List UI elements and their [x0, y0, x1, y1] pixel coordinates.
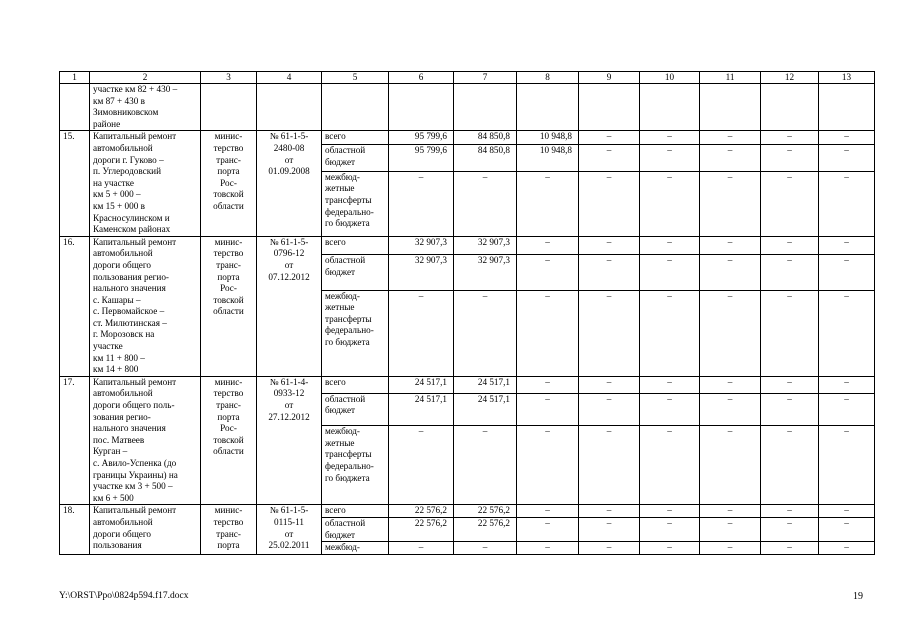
amount-cell: –: [819, 517, 875, 541]
amount-cell: –: [389, 426, 454, 505]
funding-source-line: бюджет: [325, 156, 356, 167]
funding-source-cell: [322, 171, 389, 236]
cell: [579, 84, 640, 131]
amount-cell: –: [819, 505, 875, 518]
amount-cell: –: [517, 393, 579, 425]
amount-cell: –: [640, 426, 700, 505]
organization-line: порта: [217, 166, 240, 177]
amount-cell: –: [640, 236, 700, 254]
funding-source-line: го бюджета: [325, 218, 370, 229]
amount-cell: –: [761, 517, 819, 541]
amount-cell: –: [517, 542, 579, 555]
object-name-line: км 87 + 430 в: [93, 95, 145, 106]
document-cell: [257, 236, 322, 376]
amount-cell: –: [819, 171, 875, 236]
object-name-line: Курган –: [93, 446, 128, 457]
amount-cell: –: [579, 236, 640, 254]
entry-number: 17.: [60, 376, 90, 505]
amount-cell: –: [700, 542, 761, 555]
amount-cell: –: [819, 131, 875, 145]
funding-source-line: трансферты: [325, 313, 372, 324]
organization-line: порта: [217, 271, 240, 282]
funding-source-line: трансферты: [325, 195, 372, 206]
cell: [60, 84, 90, 131]
funding-source-cell: [322, 145, 389, 172]
funding-source-line: межбюд-: [325, 426, 360, 437]
amount-cell: –: [700, 517, 761, 541]
document-line: № 61-1-5-: [269, 236, 309, 247]
amount-cell: 24 517,1: [389, 393, 454, 425]
document-cell: [257, 131, 322, 236]
object-name-line: Зимовниковском: [93, 107, 159, 118]
cell: [819, 84, 875, 131]
amount-cell: –: [517, 517, 579, 541]
object-name-line: дороги общего поль-: [93, 400, 175, 411]
column-number: 1: [60, 72, 90, 84]
object-name-line: дороги общего: [93, 259, 151, 270]
amount-cell: –: [579, 376, 640, 393]
amount-cell: –: [517, 171, 579, 236]
cell: [454, 84, 517, 131]
continuation-row: [60, 84, 875, 131]
organization-line: области: [213, 306, 244, 317]
amount-cell: –: [819, 393, 875, 425]
amount-cell: –: [454, 171, 517, 236]
column-number: 9: [579, 72, 640, 84]
amount-cell: 84 850,8: [454, 145, 517, 172]
column-number: 7: [454, 72, 517, 84]
amount-cell: 84 850,8: [454, 131, 517, 145]
organization-line: минис-: [214, 505, 243, 516]
organization-line: Рос-: [220, 283, 237, 294]
organization-line: Рос-: [220, 423, 237, 434]
document-line: от: [284, 154, 294, 165]
amount-cell: –: [700, 393, 761, 425]
amount-cell: –: [579, 505, 640, 518]
object-name-line: Капитальный ремонт: [93, 131, 177, 142]
object-name-line: зования регио-: [93, 411, 151, 422]
funding-source-line: федерально-: [325, 460, 374, 471]
amount-cell: –: [761, 145, 819, 172]
amount-cell: –: [700, 145, 761, 172]
funding-source-line: всего: [325, 131, 346, 142]
amount-cell: 95 799,6: [389, 145, 454, 172]
object-name-line: Красносулинском и: [93, 212, 170, 223]
object-name-cell: [90, 131, 201, 236]
amount-cell: 22 576,2: [389, 517, 454, 541]
object-name-line: участке км 3 + 500 –: [93, 481, 173, 492]
organization-line: транс-: [216, 400, 241, 411]
amount-cell: –: [819, 255, 875, 290]
organization-cell: [201, 131, 257, 236]
entry-number: 15.: [60, 131, 90, 236]
object-name-line: нального значения: [93, 423, 166, 434]
cell: [322, 84, 389, 131]
funding-source-line: го бюджета: [325, 336, 370, 347]
document-line: № 61-1-5-: [269, 505, 309, 516]
funding-source-cell: [322, 542, 389, 555]
object-name-line: дороги общего: [93, 528, 151, 539]
organization-line: области: [213, 446, 244, 457]
amount-cell: 10 948,8: [517, 131, 579, 145]
funding-source-cell: [322, 376, 389, 393]
cell: [389, 84, 454, 131]
amount-cell: 32 907,3: [389, 236, 454, 254]
amount-cell: –: [454, 290, 517, 376]
amount-cell: –: [819, 145, 875, 172]
amount-cell: –: [700, 426, 761, 505]
object-name-line: км 11 + 800 –: [93, 352, 145, 363]
funding-source-line: областной: [325, 145, 366, 156]
object-name-line: км 6 + 500: [93, 492, 134, 503]
amount-cell: 32 907,3: [389, 255, 454, 290]
funding-source-line: бюджет: [325, 529, 356, 540]
organization-cell: [201, 236, 257, 376]
organization-line: товской: [213, 434, 244, 445]
funding-source-line: всего: [325, 376, 346, 387]
document-line: 0115-11: [274, 516, 304, 527]
amount-cell: –: [389, 542, 454, 555]
amount-cell: –: [579, 517, 640, 541]
funding-source-line: областной: [325, 393, 366, 404]
amount-cell: –: [517, 236, 579, 254]
object-name-line: км 14 + 800: [93, 364, 139, 375]
amount-cell: –: [579, 290, 640, 376]
object-name-line: автомобильной: [93, 516, 153, 527]
object-name-line: пользования: [93, 540, 142, 551]
amount-cell: 22 576,2: [454, 505, 517, 518]
object-name-line: Капитальный ремонт: [93, 376, 177, 387]
funding-source-cell: [322, 290, 389, 376]
funding-source-cell: [322, 517, 389, 541]
object-name-line: пользования регио-: [93, 271, 169, 282]
amount-cell: –: [640, 131, 700, 145]
amount-cell: –: [640, 542, 700, 555]
amount-cell: –: [700, 255, 761, 290]
object-name-line: с. Авило-Успенка (до: [93, 458, 177, 468]
amount-cell: –: [819, 376, 875, 393]
table-row: [60, 505, 875, 518]
column-number-row: [60, 72, 875, 84]
object-name-line: пос. Матвеев: [93, 434, 145, 445]
funding-source-line: го бюджета: [325, 472, 370, 483]
amount-cell: –: [579, 145, 640, 172]
amount-cell: –: [517, 255, 579, 290]
object-name-line: Каменском районах: [93, 224, 171, 235]
object-name-line: дороги г. Гуково –: [93, 154, 164, 165]
table-row: [60, 236, 875, 254]
cell: [761, 84, 819, 131]
object-name-line: г. Морозовск на: [93, 329, 155, 340]
amount-cell: –: [517, 376, 579, 393]
column-number: 4: [257, 72, 322, 84]
funding-source-line: трансферты: [325, 449, 372, 460]
document-line: № 61-1-5-: [269, 131, 309, 142]
amount-cell: 32 907,3: [454, 255, 517, 290]
amount-cell: –: [640, 145, 700, 172]
amount-cell: –: [389, 171, 454, 236]
document-line: от: [284, 259, 294, 270]
page-number: 19: [853, 591, 863, 602]
organization-line: транс-: [216, 154, 241, 165]
funding-source-line: жетные: [325, 437, 355, 448]
document-line: 25.02.2011: [268, 540, 310, 551]
amount-cell: –: [761, 542, 819, 555]
column-number: 8: [517, 72, 579, 84]
object-name-cell: [90, 505, 201, 554]
amount-cell: –: [761, 255, 819, 290]
amount-cell: –: [640, 171, 700, 236]
amount-cell: 10 948,8: [517, 145, 579, 172]
object-name-line: Капитальный ремонт: [93, 505, 177, 516]
amount-cell: –: [761, 505, 819, 518]
funding-source-line: всего: [325, 236, 346, 247]
organization-line: терство: [213, 388, 244, 399]
funding-source-line: федерально-: [325, 325, 374, 336]
cell: [700, 84, 761, 131]
funding-source-line: жетные: [325, 183, 355, 194]
amount-cell: –: [761, 236, 819, 254]
document-line: 01.09.2008: [268, 166, 310, 177]
organization-line: транс-: [216, 259, 241, 270]
object-name-cell: [90, 236, 201, 376]
organization-line: терство: [213, 248, 244, 259]
amount-cell: –: [389, 290, 454, 376]
document-line: № 61-1-4-: [269, 376, 309, 387]
amount-cell: –: [761, 426, 819, 505]
cell: [517, 84, 579, 131]
amount-cell: –: [761, 376, 819, 393]
amount-cell: –: [454, 542, 517, 555]
object-name-line: нального значения: [93, 283, 166, 294]
table-row: [60, 376, 875, 393]
funding-source-cell: [322, 236, 389, 254]
amount-cell: –: [640, 290, 700, 376]
amount-cell: –: [579, 393, 640, 425]
funding-source-line: межбюд-: [325, 171, 360, 182]
column-number: 3: [201, 72, 257, 84]
funding-source-cell: [322, 131, 389, 145]
object-name-line: автомобильной: [93, 248, 153, 259]
amount-cell: 24 517,1: [454, 376, 517, 393]
amount-cell: 95 799,6: [389, 131, 454, 145]
object-name-line: п. Углеродовский: [93, 166, 162, 177]
document-line: от: [284, 400, 294, 411]
amount-cell: –: [819, 426, 875, 505]
funding-source-line: межбюд-: [325, 290, 360, 301]
amount-cell: –: [700, 236, 761, 254]
amount-cell: –: [517, 505, 579, 518]
object-name-line: с. Первомайское –: [93, 306, 165, 317]
amount-cell: –: [640, 517, 700, 541]
amount-cell: 22 576,2: [454, 517, 517, 541]
column-number: 13: [819, 72, 875, 84]
amount-cell: –: [761, 290, 819, 376]
funding-source-cell: [322, 255, 389, 290]
amount-cell: –: [819, 290, 875, 376]
amount-cell: –: [640, 505, 700, 518]
funding-source-line: бюджет: [325, 266, 356, 277]
funding-source-line: жетные: [325, 302, 355, 313]
document-line: 0933-12: [273, 388, 305, 399]
object-name-line: автомобильной: [93, 388, 153, 399]
document-line: 2480-08: [273, 142, 305, 153]
amount-cell: 32 907,3: [454, 236, 517, 254]
funding-source-line: федерально-: [325, 206, 374, 217]
organization-cell: [201, 505, 257, 554]
amount-cell: –: [454, 426, 517, 505]
object-name-line: с. Кашары –: [93, 294, 141, 305]
amount-cell: –: [819, 542, 875, 555]
document-cell: [257, 376, 322, 505]
organization-line: терство: [213, 142, 244, 153]
amount-cell: –: [700, 131, 761, 145]
organization-cell: [201, 376, 257, 505]
amount-cell: –: [579, 542, 640, 555]
organization-line: товской: [213, 189, 244, 200]
amount-cell: –: [761, 131, 819, 145]
amount-cell: –: [579, 171, 640, 236]
object-name-line: границы Украины) на: [93, 469, 178, 480]
column-number: 11: [700, 72, 761, 84]
column-number: 12: [761, 72, 819, 84]
amount-cell: –: [517, 426, 579, 505]
amount-cell: 22 576,2: [389, 505, 454, 518]
amount-cell: –: [700, 171, 761, 236]
document-cell: [257, 505, 322, 554]
funding-source-line: межбюд-: [325, 542, 360, 553]
object-name-line: участке км 82 + 430 –: [93, 84, 178, 94]
organization-line: терство: [213, 516, 244, 527]
funding-source-line: бюджет: [325, 405, 356, 416]
organization-line: порта: [217, 411, 240, 422]
amount-cell: 24 517,1: [454, 393, 517, 425]
organization-line: Рос-: [220, 177, 237, 188]
amount-cell: –: [640, 255, 700, 290]
object-name-line: км 5 + 000 –: [93, 189, 141, 200]
funding-source-cell: [322, 393, 389, 425]
cell: [257, 84, 322, 131]
object-name-line: Капитальный ремонт: [93, 236, 177, 247]
funding-source-cell: [322, 505, 389, 518]
organization-line: минис-: [214, 376, 243, 387]
amount-cell: –: [700, 290, 761, 376]
funding-source-line: всего: [325, 505, 346, 516]
object-name-cell: [90, 376, 201, 505]
organization-line: области: [213, 200, 244, 211]
amount-cell: –: [640, 376, 700, 393]
entry-number: 16.: [60, 236, 90, 376]
column-number: 6: [389, 72, 454, 84]
cell: [201, 84, 257, 131]
amount-cell: –: [517, 290, 579, 376]
object-name-line: на участке: [93, 177, 134, 188]
column-number: 2: [90, 72, 201, 84]
amount-cell: –: [579, 426, 640, 505]
object-name-line: ст. Милютинская –: [93, 317, 167, 328]
document-line: 27.12.2012: [268, 411, 310, 422]
organization-line: порта: [217, 540, 240, 551]
column-number: 10: [640, 72, 700, 84]
amount-cell: –: [700, 376, 761, 393]
file-path: Y:\ORST\Ppo\0824p594.f17.docx: [59, 591, 189, 601]
table-row: [60, 131, 875, 145]
funding-source-line: областной: [325, 517, 366, 528]
funding-source-line: областной: [325, 255, 366, 266]
object-name-line: км 15 + 000 в: [93, 200, 145, 211]
document-line: от: [284, 528, 294, 539]
object-name-line: районе: [93, 118, 121, 129]
object-name-line: автомобильной: [93, 142, 153, 153]
amount-cell: –: [819, 236, 875, 254]
budget-table: [59, 71, 875, 555]
organization-line: минис-: [214, 236, 243, 247]
amount-cell: –: [761, 171, 819, 236]
funding-source-cell: [322, 426, 389, 505]
organization-line: товской: [213, 294, 244, 305]
object-name-line: участке: [93, 341, 123, 352]
amount-cell: –: [700, 505, 761, 518]
object-name-cell: [90, 84, 201, 131]
amount-cell: –: [579, 131, 640, 145]
organization-line: минис-: [214, 131, 243, 142]
column-number: 5: [322, 72, 389, 84]
cell: [640, 84, 700, 131]
document-line: 0796-12: [273, 248, 305, 259]
amount-cell: 24 517,1: [389, 376, 454, 393]
document-line: 07.12.2012: [268, 271, 310, 282]
entry-number: 18.: [60, 505, 90, 554]
amount-cell: –: [579, 255, 640, 290]
amount-cell: –: [640, 393, 700, 425]
amount-cell: –: [761, 393, 819, 425]
organization-line: транс-: [216, 528, 241, 539]
